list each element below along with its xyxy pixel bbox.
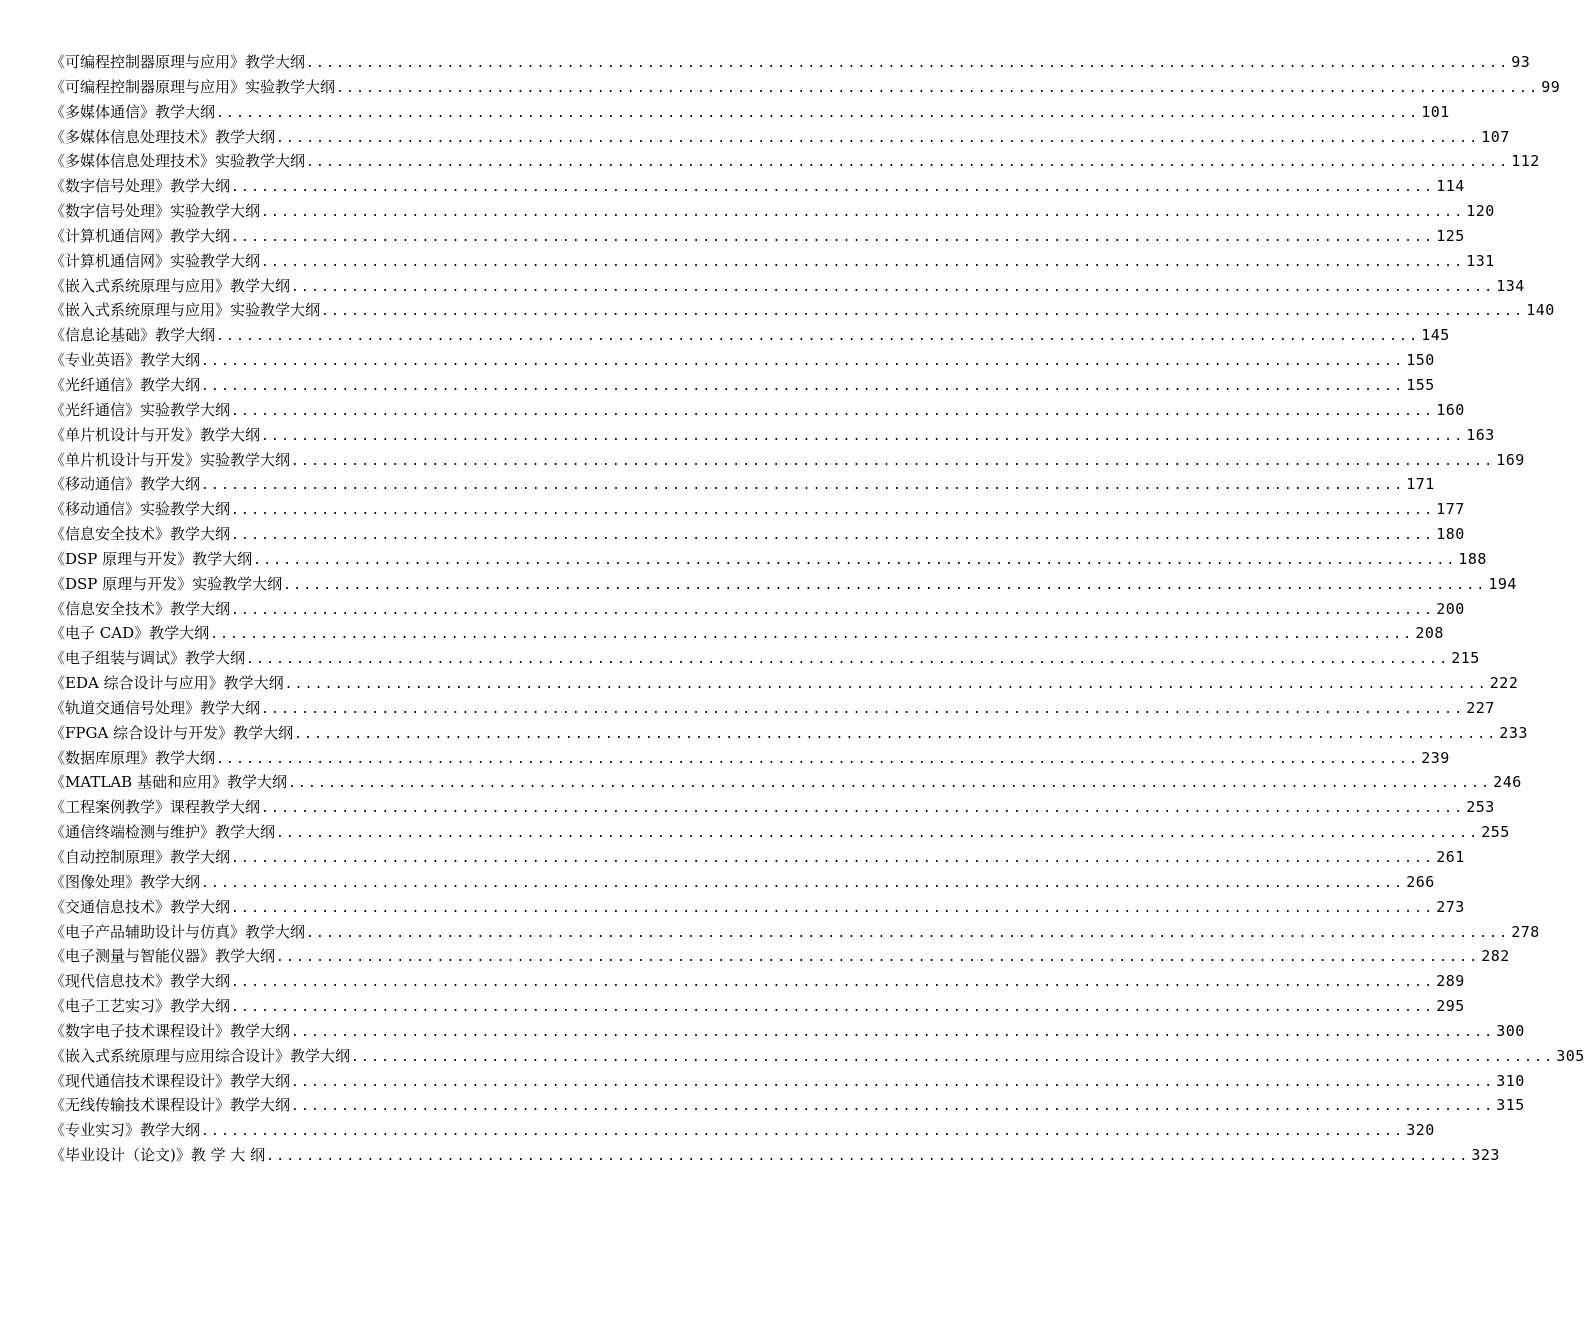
toc-entry-page-number: 233 [1499, 723, 1528, 742]
toc-entry[interactable] [50, 870, 1435, 895]
dot-leader: ........................................................................................................................ [216, 751, 1420, 767]
toc-entry-page-number: 131 [1466, 251, 1495, 270]
dot-leader: ........................................................................................................................ [321, 304, 1525, 320]
toc-entry-page-number: 282 [1481, 947, 1510, 966]
toc-entry-title: 《电子测量与智能仪器》教学大纲 [50, 947, 276, 966]
dot-leader: ........................................................................................................................ [291, 453, 1495, 469]
toc-entry-page-number: 310 [1496, 1071, 1525, 1090]
toc-entry-title: 《现代信息技术》教学大纲 [50, 972, 231, 991]
toc-entry-page-number: 200 [1436, 599, 1465, 618]
toc-entry[interactable] [50, 398, 1465, 423]
toc-entry[interactable] [50, 721, 1528, 746]
toc-entry[interactable] [50, 597, 1465, 622]
dot-leader: ........................................................................................................................ [231, 528, 1435, 544]
dot-leader: ........................................................................................................................ [253, 552, 1457, 568]
toc-entry-title: 《电子组装与调试》教学大纲 [50, 649, 246, 668]
dot-leader: ........................................................................................................................ [246, 652, 1450, 668]
toc-entry[interactable] [50, 323, 1450, 348]
toc-entry-title: 《现代通信技术课程设计》教学大纲 [50, 1071, 291, 1090]
toc-entry[interactable] [50, 994, 1465, 1019]
toc-entry[interactable] [50, 1044, 1585, 1069]
toc-entry[interactable] [50, 224, 1465, 249]
dot-leader: ........................................................................................................................ [231, 1000, 1435, 1016]
toc-entry[interactable] [50, 770, 1522, 795]
toc-entry[interactable] [50, 646, 1480, 671]
toc-entry[interactable] [50, 920, 1540, 945]
toc-entry-title: 《数字信号处理》实验教学大纲 [50, 202, 261, 221]
toc-entry[interactable] [50, 472, 1435, 497]
dot-leader: ........................................................................................................................ [216, 105, 1420, 121]
dot-leader: ........................................................................................................................ [201, 478, 1405, 494]
dot-leader: ........................................................................................................................ [216, 329, 1420, 345]
toc-entry[interactable] [50, 820, 1510, 845]
toc-entry-title: 《可编程控制器原理与应用》实验教学大纲 [50, 77, 336, 96]
toc-entry-title: 《多媒体通信》教学大纲 [50, 102, 216, 121]
dot-leader: ........................................................................................................................ [261, 205, 1465, 221]
toc-entry[interactable] [50, 199, 1495, 224]
dot-leader: ........................................................................................................................ [284, 677, 1488, 693]
toc-entry[interactable] [50, 1093, 1525, 1118]
dot-leader: ........................................................................................................................ [231, 900, 1435, 916]
dot-leader: ........................................................................................................................ [231, 403, 1435, 419]
dot-leader: ........................................................................................................................ [210, 627, 1414, 643]
toc-entry-title: 《计算机通信网》教学大纲 [50, 226, 231, 245]
toc-entry[interactable] [50, 696, 1495, 721]
toc-entry[interactable] [50, 373, 1435, 398]
toc-entry-page-number: 180 [1436, 525, 1465, 544]
toc-entry-title: 《单片机设计与开发》实验教学大纲 [50, 450, 291, 469]
toc-entry-page-number: 278 [1511, 922, 1540, 941]
toc-entry[interactable] [50, 1143, 1500, 1168]
toc-entry-title: 《MATLAB 基础和应用》教学大纲 [50, 773, 287, 792]
toc-entry-page-number: 261 [1436, 848, 1465, 866]
toc-entry-title: 《单片机设计与开发》教学大纲 [50, 425, 261, 444]
toc-entry-page-number: 134 [1496, 276, 1525, 295]
dot-leader: ........................................................................................................................ [201, 378, 1405, 394]
toc-entry[interactable] [50, 298, 1555, 323]
dot-leader: ........................................................................................................................ [287, 776, 1492, 792]
toc-entry[interactable] [50, 274, 1525, 299]
toc-entry-title: 《FPGA 综合设计与开发》教学大纲 [50, 723, 294, 742]
dot-leader: ........................................................................................................................ [231, 180, 1435, 196]
toc-entry-title: 《通信终端检测与维护》教学大纲 [50, 823, 276, 842]
toc-entry-page-number: 169 [1496, 450, 1525, 469]
toc-entry-page-number: 227 [1466, 698, 1495, 717]
toc-entry[interactable] [50, 125, 1510, 150]
toc-entry[interactable] [50, 50, 1531, 75]
toc-entry-page-number: 323 [1471, 1146, 1500, 1165]
toc-entry-title: 《信息安全技术》教学大纲 [50, 525, 231, 544]
toc-entry-page-number: 305 [1556, 1046, 1585, 1065]
toc-entry[interactable] [50, 621, 1444, 646]
dot-leader: ........................................................................................................................ [276, 130, 1480, 146]
toc-entry-title: 《信息安全技术》教学大纲 [50, 599, 231, 618]
toc-entry-title: 《交通信息技术》教学大纲 [50, 897, 231, 916]
dot-leader: ........................................................................................................................ [306, 925, 1510, 941]
toc-entry-title: 《多媒体信息处理技术》实验教学大纲 [50, 152, 306, 171]
dot-leader: ........................................................................................................................ [276, 826, 1480, 842]
toc-entry-page-number: 255 [1481, 823, 1510, 842]
dot-leader: ........................................................................................................................ [306, 155, 1510, 171]
table-of-contents [50, 50, 1585, 1168]
dot-leader: ........................................................................................................................ [231, 975, 1435, 991]
toc-entry-page-number: 253 [1466, 798, 1495, 817]
toc-entry[interactable] [50, 249, 1495, 274]
toc-entry-title: 《数字电子技术课程设计》教学大纲 [50, 1021, 291, 1040]
toc-entry[interactable] [50, 845, 1465, 870]
toc-entry[interactable] [50, 746, 1450, 771]
toc-entry-title: 《嵌入式系统原理与应用综合设计》教学大纲 [50, 1046, 351, 1065]
toc-entry[interactable] [50, 423, 1495, 448]
toc-entry[interactable] [50, 969, 1465, 994]
toc-entry-title: 《专业英语》教学大纲 [50, 351, 201, 370]
toc-entry[interactable] [50, 149, 1540, 174]
toc-entry-page-number: 155 [1406, 375, 1435, 394]
toc-entry-title: 《DSP 原理与开发》实验教学大纲 [50, 574, 283, 593]
toc-entry[interactable] [50, 671, 1519, 696]
dot-leader: ........................................................................................................................ [201, 354, 1405, 370]
toc-entry[interactable] [50, 448, 1525, 473]
toc-entry-title: 《无线传输技术课程设计》教学大纲 [50, 1096, 291, 1115]
dot-leader: ........................................................................................................................ [231, 229, 1435, 245]
toc-entry-title: 《工程案例教学》课程教学大纲 [50, 798, 261, 817]
toc-entry-title: 《计算机通信网》实验教学大纲 [50, 251, 261, 270]
toc-entry-title: 《电子工艺实习》教学大纲 [50, 997, 231, 1016]
toc-entry-title: 《光纤通信》教学大纲 [50, 375, 201, 394]
dot-leader: ........................................................................................................................ [306, 56, 1510, 71]
dot-leader: ........................................................................................................................ [294, 726, 1498, 742]
toc-entry-page-number: 273 [1436, 897, 1465, 916]
toc-entry-title: 《轨道交通信号处理》教学大纲 [50, 698, 261, 717]
toc-entry-title: 《多媒体信息处理技术》教学大纲 [50, 127, 276, 146]
toc-entry-title: 《电子产品辅助设计与仿真》教学大纲 [50, 922, 306, 941]
toc-entry-title: 《图像处理》教学大纲 [50, 872, 201, 891]
toc-entry[interactable] [50, 547, 1487, 572]
toc-entry-title: 《专业实习》教学大纲 [50, 1121, 201, 1140]
dot-leader: ........................................................................................................................ [291, 1024, 1495, 1040]
toc-entry-page-number: 171 [1406, 475, 1435, 494]
toc-entry[interactable] [50, 348, 1435, 373]
toc-entry-page-number: 101 [1421, 102, 1450, 121]
dot-leader: ........................................................................................................................ [231, 602, 1435, 618]
dot-leader: ........................................................................................................................ [266, 1149, 1470, 1165]
dot-leader: ........................................................................................................................ [231, 851, 1435, 866]
toc-entry-page-number: 112 [1511, 152, 1540, 171]
dot-leader: ........................................................................................................................ [283, 577, 1487, 593]
toc-entry-page-number: 114 [1436, 177, 1465, 196]
toc-entry-title: 《数据库原理》教学大纲 [50, 748, 216, 767]
toc-entry[interactable] [50, 497, 1465, 522]
toc-entry-page-number: 120 [1466, 202, 1495, 221]
toc-entry[interactable] [50, 1069, 1525, 1094]
dot-leader: ........................................................................................................................ [231, 503, 1435, 519]
toc-entry-page-number: 300 [1496, 1021, 1525, 1040]
dot-leader: ........................................................................................................................ [261, 801, 1465, 817]
toc-entry-title: 《可编程控制器原理与应用》教学大纲 [50, 53, 306, 71]
toc-entry[interactable] [50, 572, 1517, 597]
dot-leader: ........................................................................................................................ [201, 875, 1405, 891]
toc-entry-title: 《EDA 综合设计与应用》教学大纲 [50, 674, 284, 693]
toc-entry[interactable] [50, 895, 1465, 920]
toc-entry-page-number: 222 [1489, 674, 1519, 693]
toc-entry-page-number: 145 [1421, 326, 1450, 345]
toc-entry[interactable] [50, 174, 1465, 199]
toc-entry-page-number: 125 [1436, 226, 1465, 245]
toc-entry-title: 《移动通信》教学大纲 [50, 475, 201, 494]
toc-entry[interactable] [50, 100, 1450, 125]
dot-leader: ........................................................................................................................ [291, 1099, 1495, 1115]
toc-entry-page-number: 315 [1496, 1096, 1525, 1115]
toc-entry-page-number: 150 [1406, 351, 1435, 370]
toc-entry-page-number: 246 [1493, 773, 1522, 792]
toc-entry[interactable] [50, 795, 1495, 820]
toc-entry-title: 《移动通信》实验教学大纲 [50, 500, 231, 519]
toc-entry-page-number: 194 [1488, 574, 1517, 593]
toc-entry-page-number: 295 [1436, 997, 1465, 1016]
toc-entry-page-number: 215 [1451, 649, 1480, 668]
dot-leader: ........................................................................................................................ [291, 1074, 1495, 1090]
toc-entry[interactable] [50, 522, 1465, 547]
toc-entry-page-number: 93 [1511, 53, 1531, 71]
toc-entry-title: 《嵌入式系统原理与应用》实验教学大纲 [50, 301, 321, 320]
toc-entry-title: 《光纤通信》实验教学大纲 [50, 400, 231, 419]
toc-entry-page-number: 99 [1541, 77, 1561, 96]
toc-entry-title: 《电子 CAD》教学大纲 [50, 624, 210, 643]
toc-entry-page-number: 208 [1415, 624, 1444, 643]
toc-entry-title: 《嵌入式系统原理与应用》教学大纲 [50, 276, 291, 295]
toc-entry[interactable] [50, 1118, 1435, 1143]
dot-leader: ........................................................................................................................ [276, 950, 1480, 966]
toc-entry-page-number: 160 [1436, 400, 1465, 419]
toc-entry-page-number: 177 [1436, 500, 1465, 519]
toc-entry-page-number: 140 [1526, 301, 1555, 320]
dot-leader: ........................................................................................................................ [201, 1124, 1405, 1140]
toc-entry-title: 《DSP 原理与开发》教学大纲 [50, 549, 253, 568]
dot-leader: ........................................................................................................................ [261, 701, 1465, 717]
dot-leader: ........................................................................................................................ [351, 1049, 1555, 1065]
toc-entry-page-number: 239 [1421, 748, 1450, 767]
toc-entry-page-number: 266 [1406, 872, 1435, 891]
toc-entry-title: 《自动控制原理》教学大纲 [50, 848, 231, 866]
dot-leader: ........................................................................................................................ [291, 279, 1495, 295]
toc-entry[interactable] [50, 944, 1510, 969]
toc-entry[interactable] [50, 75, 1561, 100]
toc-entry-page-number: 320 [1406, 1121, 1435, 1140]
toc-entry-page-number: 289 [1436, 972, 1465, 991]
toc-entry-page-number: 188 [1458, 549, 1487, 568]
toc-entry-title: 《数字信号处理》教学大纲 [50, 177, 231, 196]
dot-leader: ........................................................................................................................ [261, 428, 1465, 444]
toc-entry-title: 《信息论基础》教学大纲 [50, 326, 216, 345]
toc-entry-page-number: 163 [1466, 425, 1495, 444]
toc-entry-page-number: 107 [1481, 127, 1510, 146]
toc-entry-title: 《毕业设计（论文)》教 学 大 纲 [50, 1146, 266, 1165]
dot-leader: ........................................................................................................................ [261, 254, 1465, 270]
toc-entry[interactable] [50, 1019, 1525, 1044]
dot-leader: ........................................................................................................................ [336, 80, 1540, 96]
